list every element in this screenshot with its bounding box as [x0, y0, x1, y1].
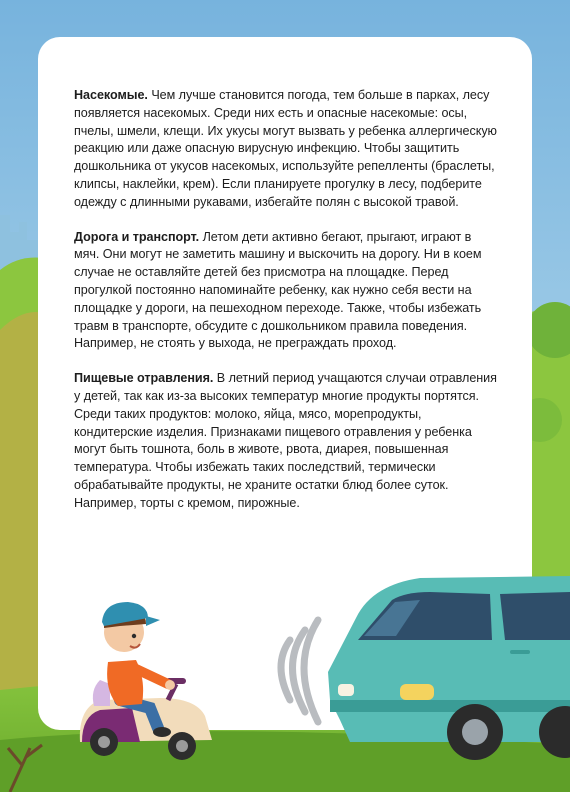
section-heading: Пищевые отравления. [74, 371, 214, 386]
section-body: В летний период учащаются случаи отравления у детей, так как из-за высоких температур многие продукты портятся. Среди таких продуктов: молоко, яйца, мясо, морепродукты, кондитерские изделия. Признаками пищевого отравления у ребенка могут быть тошнота, боль в животе, рвота, диарея, повышенная температура. Чтобы избежать таких последствий, термически обрабатывайте продукты, не храните остатки блюд более суток. Например, торты с кремом, пирожные. [74, 371, 497, 510]
section-food [74, 370, 498, 512]
section-body: Летом дети активно бегают, прыгают, играют в мяч. Они могут не заметить машину и выскочить на дорогу. Ни в коем случае не оставляйте детей без присмотра на площадке. Перед прогулкой постоянно напоминайте ребенку, как нужно себя вести на площадке у дороги, на пешеходном переходе. Также, чтобы избежать травм в транспорте, обсудите с дошкольником правила поведения. Например, не стоять у выхода, не преграждать проход. [74, 229, 482, 351]
section-heading: Насекомые. [74, 88, 148, 102]
section-insects [74, 87, 498, 212]
grass-foreground [0, 731, 570, 792]
section-heading: Дорога и транспорт. [74, 229, 200, 244]
content-card [38, 37, 532, 730]
section-road [74, 229, 498, 354]
section-body: Чем лучше становится погода, тем больше в парках, лесу появляется насекомых. Среди них есть и опасные насекомые: осы, пчелы, шмели, клещи. Их укусы могут вызвать у ребенка аллергическую реакцию или даже опасную вирусную инфекцию. Чтобы защитить дошкольника от укусов насекомых, используйте репелленты (браслеты, клипсы, наклейки, крем). Если планируете прогулку в лесу, подберите одежду с длинными рукавами, избегайте полян с высокой травой. [74, 88, 497, 209]
